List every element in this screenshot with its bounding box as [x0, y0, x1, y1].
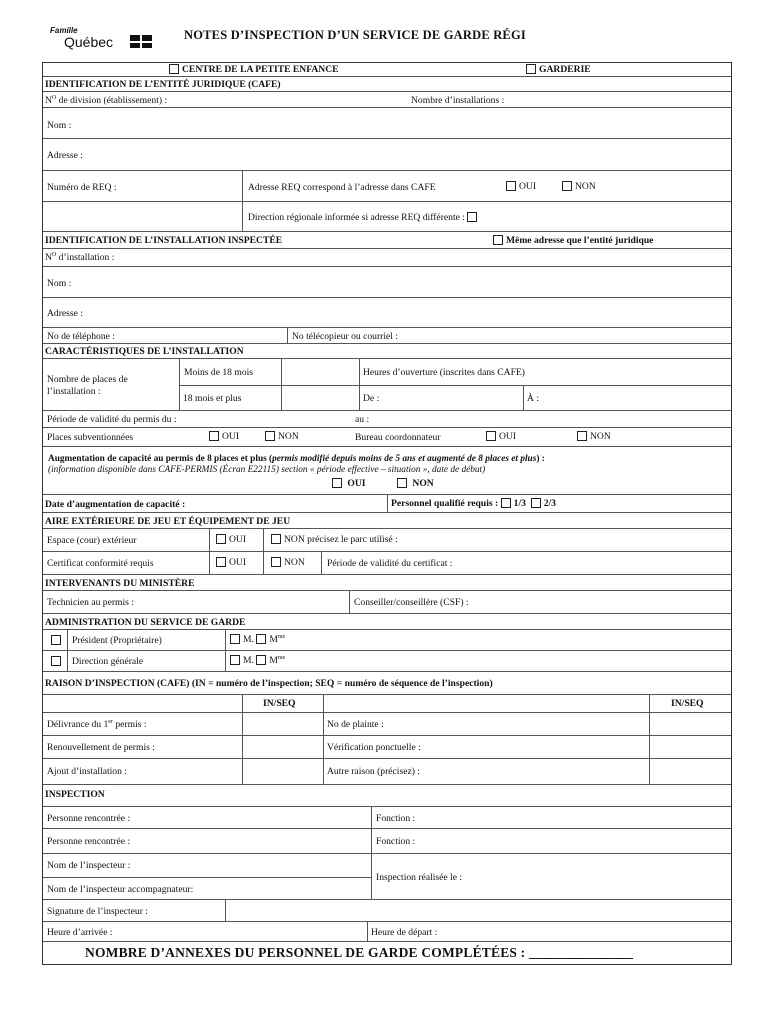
heure-row	[43, 922, 731, 942]
president-checkbox[interactable]	[51, 635, 61, 645]
raison-heading: RAISON D’INSPECTION (CAFE) (IN = numéro de l’inspection; SEQ = numéro de séquence de l’inspection)	[45, 678, 493, 689]
espace-non-checkbox[interactable]	[271, 534, 281, 544]
accompagnateur-label: Nom de l’inspecteur accompagnateur:	[47, 884, 194, 895]
espace-oui-label: OUI	[229, 534, 247, 545]
augmentation-label: Augmentation de capacité au permis de 8 places et plus (permis modifié depuis moins de 5 ans et augmenté de 8 places et plus) :	[48, 454, 545, 464]
aire-heading-row	[43, 513, 731, 529]
augmentation-info: (information disponible dans CAFE-PERMIS (Écran E22115) section « période effective – situation », date de début)	[48, 465, 486, 475]
espace-row	[43, 529, 731, 552]
installation-heading: IDENTIFICATION DE L’INSTALLATION INSPECTÉE	[45, 235, 283, 246]
periode-label: Période de validité du permis du :	[47, 414, 177, 425]
inspection-form	[42, 62, 732, 965]
personne2-label: Personne rencontrée :	[47, 836, 131, 847]
arrivee-label: Heure d’arrivée :	[47, 927, 113, 938]
cpe-checkbox[interactable]	[169, 64, 179, 74]
president-mme-checkbox[interactable]	[256, 634, 266, 644]
places-sub-label: Places subventionnées	[47, 432, 134, 443]
installation-no-row	[43, 249, 731, 267]
division-row	[43, 92, 731, 108]
annexes-label: NOMBRE D’ANNEXES DU PERSONNEL DE GARDE COMPLÉTÉES : _______________	[85, 945, 634, 960]
moins18-label: Moins de 18 mois	[184, 367, 254, 378]
places-block	[43, 359, 731, 411]
entite-adresse-row	[43, 139, 731, 171]
garderie-checkbox[interactable]	[526, 64, 536, 74]
fleur-de-lis-flag-icon	[130, 35, 152, 48]
inspecteur-label: Nom de l’inspecteur :	[47, 860, 131, 871]
president-m-checkbox[interactable]	[230, 634, 240, 644]
type-row	[43, 63, 731, 77]
tiers1-checkbox[interactable]	[501, 498, 511, 508]
personne2-row	[43, 829, 731, 854]
meme-adresse-checkbox[interactable]	[493, 235, 503, 245]
nb-installations-label: Nombre d’installations :	[411, 95, 505, 106]
telephone-label: No de téléphone :	[47, 331, 115, 342]
direction-m-checkbox[interactable]	[230, 655, 240, 665]
direction-generale-label: Direction générale	[72, 656, 144, 667]
a-label: À :	[527, 393, 539, 404]
augmentation-non-label: NON	[412, 478, 434, 489]
raison-heading-row	[43, 672, 731, 695]
entite-adresse-label: Adresse :	[47, 150, 83, 161]
intervenants-heading-row	[43, 575, 731, 591]
bureau-oui-checkbox[interactable]	[486, 431, 496, 441]
entite-nom-label: Nom :	[47, 120, 72, 131]
ajout-row	[43, 759, 731, 785]
logo-famille: Famille	[50, 26, 78, 35]
espace-oui-checkbox[interactable]	[216, 534, 226, 544]
raison-blank-row	[43, 785, 731, 807]
certificat-label: Certificat conformité requis	[47, 558, 154, 569]
de-label: De :	[363, 393, 380, 404]
depart-label: Heure de départ :	[371, 927, 438, 938]
fonction2-label: Fonction :	[376, 836, 416, 847]
direction-generale-checkbox[interactable]	[51, 656, 61, 666]
installation-adresse-row	[43, 298, 731, 328]
installation-nom-row	[43, 267, 731, 298]
req-row	[43, 171, 731, 202]
technicien-label: Technicien au permis :	[47, 597, 134, 608]
verification-label: Vérification ponctuelle :	[327, 742, 421, 753]
periode-row	[43, 411, 731, 428]
periode-cert-label: Période de validité du certificat :	[327, 558, 453, 569]
technicien-row	[43, 591, 731, 614]
quebec-logo	[44, 26, 144, 54]
installation-heading-row	[43, 232, 731, 249]
augmentation-oui-checkbox[interactable]	[332, 478, 342, 488]
personnel-label: Personnel qualifié requis : 1/3 2/3	[391, 498, 556, 509]
caract-heading-row	[43, 344, 731, 359]
renouvellement-row	[43, 736, 731, 759]
req-non-label: NON	[575, 181, 596, 192]
logo-quebec: Québec	[64, 34, 114, 50]
president-civilite: M. $M^{me}$	[230, 634, 285, 645]
adresse-req-label: Adresse REQ correspond à l’adresse dans CAFE	[248, 182, 436, 193]
places-sub-oui-label: OUI	[222, 431, 240, 442]
entite-heading-row	[43, 77, 731, 92]
places-sub-oui-checkbox[interactable]	[209, 431, 219, 441]
direction-label: Direction régionale informée si adresse REQ différente :	[248, 212, 480, 223]
certificat-non-checkbox[interactable]	[271, 557, 281, 567]
bureau-non-checkbox[interactable]	[577, 431, 587, 441]
date-augm-label: Date d’augmentation de capacité :	[45, 499, 186, 510]
footer-row	[43, 942, 731, 964]
espace-non-label: NON précisez le parc utilisé :	[284, 534, 398, 545]
delivrance-label: Délivrance du 1er permis :	[47, 719, 147, 731]
realisee-label: Inspection réalisée le :	[376, 872, 463, 883]
telecopieur-label: No télécopieur ou courriel :	[292, 331, 399, 342]
renouvellement-label: Renouvellement de permis :	[47, 742, 155, 753]
augmentation-non-checkbox[interactable]	[397, 478, 407, 488]
division-label: $N^O$ de division (établissement) :	[45, 95, 168, 107]
conseiller-label: Conseiller/conseillère (CSF) :	[354, 597, 469, 608]
autre-label: Autre raison (précisez) :	[327, 766, 420, 777]
garderie-label: GARDERIE	[539, 64, 591, 75]
telephone-row	[43, 328, 731, 344]
nb-places-label-1: Nombre de places de	[47, 374, 128, 385]
certificat-oui-label: OUI	[229, 557, 247, 568]
heures-label: Heures d’ouverture (inscrites dans CAFE)	[363, 367, 525, 378]
intervenants-heading: INTERVENANTS DU MINISTÈRE	[45, 578, 195, 589]
delivrance-row	[43, 713, 731, 736]
req-oui-label: OUI	[519, 181, 537, 192]
espace-label: Espace (cour) extérieur	[47, 535, 137, 546]
president-label: Président (Propriétaire)	[72, 635, 162, 646]
augmentation-oui-label: OUI	[347, 478, 366, 489]
admin-heading-row	[43, 614, 731, 630]
installation-no-label: $N^O$ d’installation :	[45, 252, 115, 264]
req-oui-checkbox[interactable]	[506, 181, 516, 191]
caract-heading: CARACTÉRISTIQUES DE L’INSTALLATION	[45, 346, 244, 357]
nb-places-label-2: l’installation :	[47, 386, 101, 397]
date-augm-row	[43, 495, 731, 513]
direction-mme-checkbox[interactable]	[256, 655, 266, 665]
signature-label: Signature de l’inspecteur :	[47, 906, 148, 917]
installation-nom-label: Nom :	[47, 278, 72, 289]
meme-adresse-label: Même adresse que l’entité juridique	[506, 235, 654, 246]
certificat-oui-checkbox[interactable]	[216, 557, 226, 567]
direction-generale-row	[43, 651, 731, 672]
raison-header-row	[43, 695, 731, 713]
plainte-label: No de plainte :	[327, 719, 384, 730]
signature-row	[43, 900, 731, 922]
president-row	[43, 630, 731, 651]
inseq-header-2: IN/SEQ	[671, 698, 704, 709]
cpe-label: CENTRE DE LA PETITE ENFANCE	[182, 64, 339, 75]
fonction1-label: Fonction :	[376, 813, 416, 824]
entite-nom-row	[43, 108, 731, 139]
admin-heading: ADMINISTRATION DU SERVICE DE GARDE	[45, 617, 246, 628]
installation-adresse-label: Adresse :	[47, 308, 83, 319]
inspection-heading: INSPECTION	[45, 789, 105, 800]
direction-checkbox[interactable]	[467, 212, 477, 222]
places-sub-non-checkbox[interactable]	[265, 431, 275, 441]
direction-row	[43, 202, 731, 232]
tiers2-checkbox[interactable]	[531, 498, 541, 508]
aire-heading: AIRE EXTÉRIEURE DE JEU ET ÉQUIPEMENT DE JEU	[45, 516, 291, 527]
personne1-row	[43, 807, 731, 829]
bureau-label: Bureau coordonnateur	[355, 432, 441, 443]
entite-heading: IDENTIFICATION DE L’ENTITÉ JURIDIQUE (CAFE)	[45, 79, 281, 90]
certificat-row	[43, 552, 731, 575]
direction-civilite: M. $M^{me}$	[230, 655, 285, 666]
inseq-header-1: IN/SEQ	[263, 698, 296, 709]
req-non-checkbox[interactable]	[562, 181, 572, 191]
augmentation-row	[43, 447, 731, 495]
bureau-non-label: NON	[590, 431, 611, 442]
bureau-oui-label: OUI	[499, 431, 517, 442]
places-sub-non-label: NON	[278, 431, 299, 442]
req-label: Numéro de REQ :	[47, 182, 117, 193]
certificat-non-label: NON	[284, 557, 305, 568]
plus18-label: 18 mois et plus	[183, 393, 242, 404]
au-label: au :	[355, 414, 370, 425]
document-title: NOTES D’INSPECTION D’UN SERVICE DE GARDE RÉGI	[184, 28, 526, 42]
inspecteur-block	[43, 854, 731, 900]
personne1-label: Personne rencontrée :	[47, 813, 131, 824]
places-sub-row	[43, 428, 731, 447]
ajout-label: Ajout d’installation :	[47, 766, 127, 777]
